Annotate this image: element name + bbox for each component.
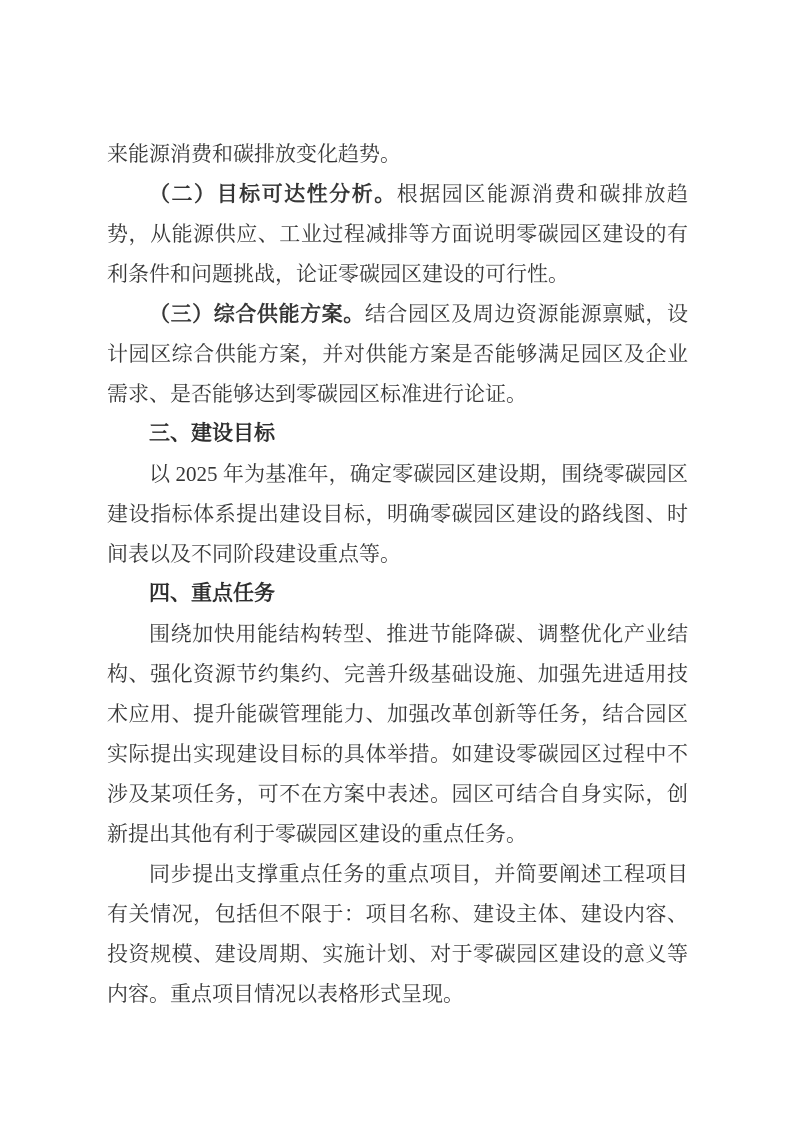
paragraph-key-projects bbox=[107, 854, 688, 1014]
paragraph-item-2 bbox=[107, 174, 688, 294]
paragraph-goals bbox=[107, 454, 688, 574]
section-heading-construction-goals bbox=[107, 414, 688, 454]
paragraph-text: 同步提出支撑重点任务的重点项目，并简要阐述工程项目有关情况，包括但不限于：项目名称、建设主体、建设内容、投资规模、建设周期、实施计划、对于零碳园区建设的意义等内容。重点项目情况以表格形式呈现。 bbox=[107, 862, 688, 1006]
paragraph-text: 来能源消费和碳排放变化趋势。 bbox=[107, 142, 401, 166]
paragraph-continuation bbox=[107, 134, 688, 174]
heading-text: 四、重点任务 bbox=[149, 582, 275, 605]
paragraph-key-tasks bbox=[107, 614, 688, 854]
paragraph-text: 结合园区及周边资源能源禀赋，设计园区综合供能方案，并对供能方案是否能够满足园区及企业需求、是否能够达到零碳园区标准进行论证。 bbox=[107, 302, 689, 406]
paragraph-lead-bold: （二）目标可达性分析。 bbox=[149, 182, 397, 206]
heading-text: 三、建设目标 bbox=[149, 422, 275, 445]
paragraph-text: 根据园区能源消费和碳排放趋势，从能源供应、工业过程减排等方面说明零碳园区建设的有利条件和问题挑战，论证零碳园区建设的可行性。 bbox=[107, 182, 689, 286]
paragraph-item-3 bbox=[107, 294, 688, 414]
paragraph-lead-bold: （三）综合供能方案。 bbox=[149, 302, 365, 326]
document-body bbox=[107, 134, 688, 1014]
section-heading-key-tasks bbox=[107, 574, 688, 614]
paragraph-text: 以 2025 年为基准年，确定零碳园区建设期，围绕零碳园区建设指标体系提出建设目标，明确零碳园区建设的路线图、时间表以及不同阶段建设重点等。 bbox=[107, 462, 688, 566]
paragraph-text: 围绕加快用能结构转型、推进节能降碳、调整优化产业结构、强化资源节约集约、完善升级基础设施、加强先进适用技术应用、提升能碳管理能力、加强改革创新等任务，结合园区实际提出实现建设目标的具体举措。如建设零碳园区过程中不涉及某项任务，可不在方案中表述。园区可结合自身实际，创新提出其他有利于零碳园区建设的重点任务。 bbox=[107, 622, 688, 846]
